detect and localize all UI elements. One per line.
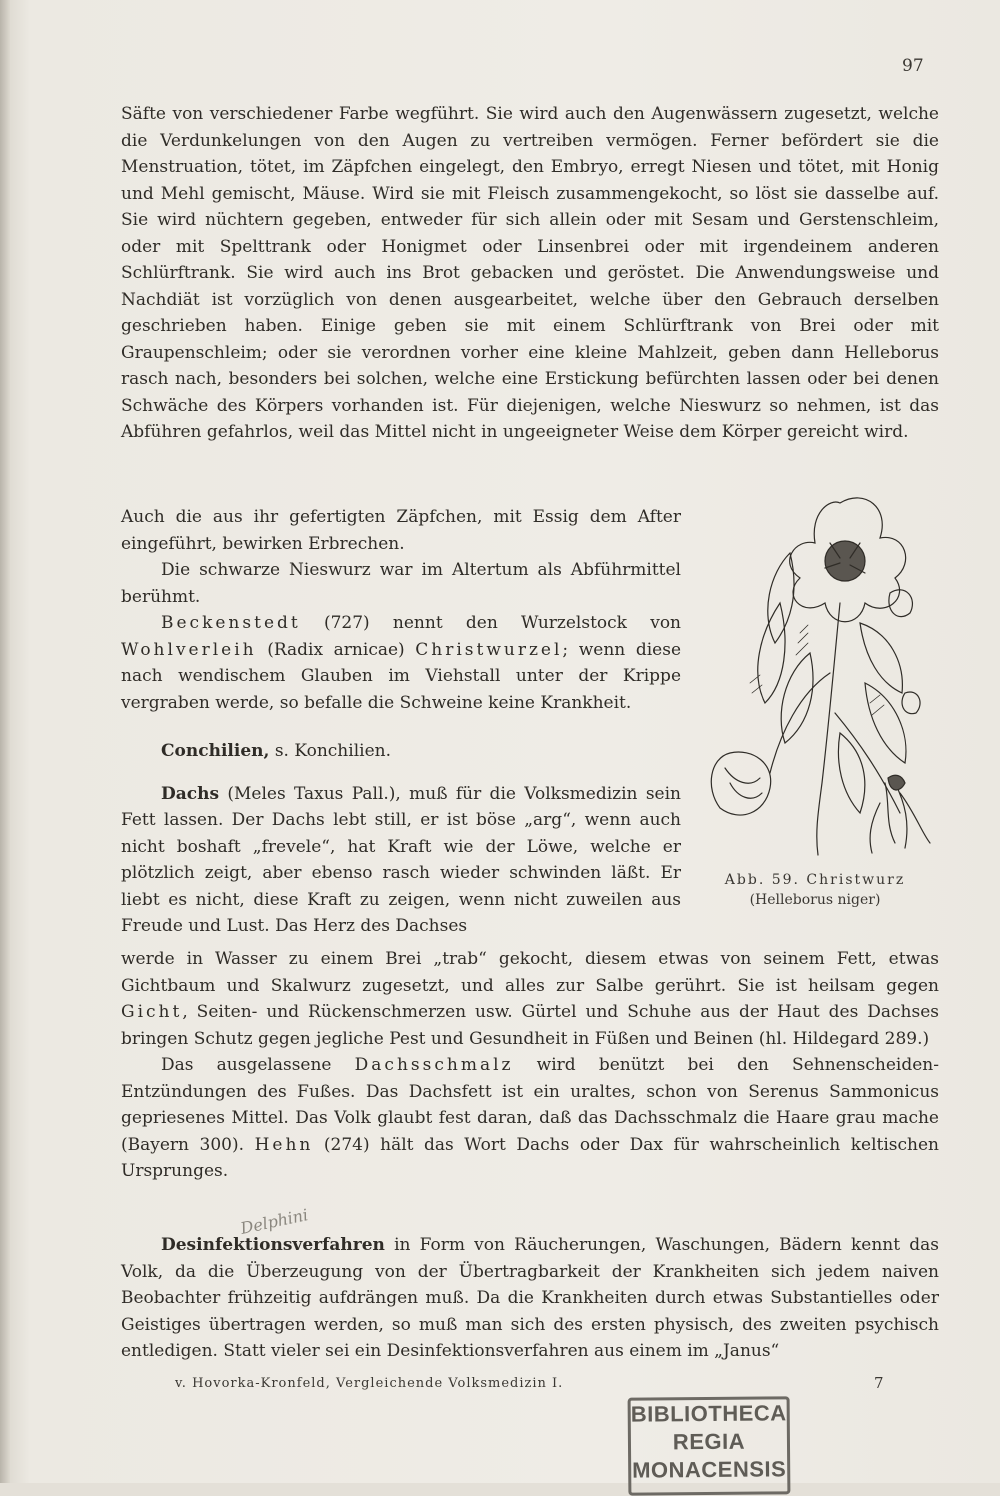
stem-left	[770, 673, 830, 773]
handwritten-annotation: Delphini	[238, 1205, 310, 1238]
term-dachsschmalz: Dachsschmalz	[354, 1055, 514, 1075]
headword-desinfektionsverfahren: Desinfektionsverfahren	[161, 1235, 385, 1255]
flower-nodding	[711, 752, 770, 815]
headword-dachs: Dachs	[161, 783, 220, 804]
library-stamp	[628, 1396, 791, 1495]
entry-dachs	[121, 781, 681, 940]
text-run: , Seiten- und Rückenschmerzen usw. Gürtel und Schuhe aus der Haut des Dachses bringen Schutz gegen jegliche Pest und Gesundheit in Füßen und Beinen (hl. Hildegard 289.)	[121, 1002, 939, 1049]
text-run: (Radix arnicae)	[256, 639, 416, 660]
entry-desinfektionsverfahren	[121, 1232, 939, 1365]
caption-latin-name: (Helleborus niger)	[749, 892, 881, 908]
caption-label: Abb. 59. Christwurz	[724, 872, 906, 888]
paragraph-christwurzel	[121, 610, 681, 716]
leaf-5	[865, 683, 906, 763]
stamp-line-2: REGIA	[672, 1428, 746, 1455]
body-text-top	[121, 101, 939, 446]
leaf-4	[860, 623, 902, 693]
cross-reference: s. Konchilien.	[269, 741, 391, 761]
text-run: in Form von Räucherungen, Waschungen, Bädern kennt das Volk, da die Überzeugung von der Übertragbarkeit der Krankheiten sich jedem naiven Beobachter frühzeitig aufdrängen muß. Da die Krankheiten durch etwas Substantielles oder Geistiges übertragen werden, so muß man sich des ersten physisch, des zweiten psychisch entledigen. Statt vieler sei ein Desinfektionsverfahren aus einem im „Janus“	[121, 1235, 939, 1361]
leaf-3	[781, 653, 813, 743]
page-spine-shadow	[0, 0, 10, 1483]
text-run: Das ausgelassene	[161, 1055, 355, 1075]
roots	[870, 775, 930, 853]
text-run: werde in Wasser zu einem Brei „trab“ gekocht, diesem etwas von seinem Fett, etwas Gichtbaum und Skalwurz zugesetzt, und alles zur Salbe gerührt. Sie ist heilsam gegen	[121, 949, 939, 996]
signature-footer: v. Hovorka-Kronfeld, Vergleichende Volksmedizin I.	[175, 1376, 564, 1391]
body-text-desinfektion	[121, 1232, 939, 1365]
paragraph-dachs-continued	[121, 946, 939, 1052]
text-run: wird benützt bei den Sehnenscheiden-Entzündungen des Fußes. Das Dachsfett ist ein uraltes, schon von Serenus Sammonicus gepriesenes Mittel. Das Volk glaubt fest daran, daß das Dachsschmalz die Haare grau mache (Bayern 300).	[121, 1055, 939, 1155]
text-run: (274) hält das Wort Dachs oder Dax für wahrscheinlich keltischen Ursprunges.	[121, 1134, 940, 1181]
paragraph-helleborus-usage: Säfte von verschiedener Farbe wegführt. Sie wird auch den Augenwässern zugesetzt, welche die Verdunkelungen von den Augen zu vertreiben vermögen. Ferner befördert sie die Menstruation, tötet, im Zäpfchen eingelegt, den Embryo, erregt Niesen und tötet, mit Honig und Mehl gemischt, Mäuse. Wird sie mit Fleisch zusammengekocht, so löst sie dasselbe auf. Sie wird nüchtern gegeben, entweder für sich allein oder mit Sesam und Gerstenschleim, oder mit Spelttrank oder Honigmet oder Linsenbrei oder mit irgendeinem anderen Schlürftrank. Sie wird auch ins Brot gebacken und geröstet. Die Anwendungsweise und Nachdiät ist vorzüglich von denen ausgearbeitet, welche über den Gebrauch derselben geschrieben haben. Einige geben sie mit einem Schlürftrank von Brei oder mit Graupenschleim; oder sie verordnen vorher eine kleine Mahlzeit, geben dann Helleborus rasch nach, besonders bei solchen, welche eine Erstickung befürchten lassen oder bei denen Schwäche des Körpers vorhanden ist. Für diejenigen, welche Nieswurz so nehmen, ist das Abführen gefahrlos, weil das Mittel nicht in ungeeigneter Weise dem Körper gereicht wird.	[121, 104, 939, 442]
term-wohlverleih: Wohlverleih	[121, 639, 257, 660]
body-text-left-column	[121, 504, 681, 716]
headword-conchilien: Conchilien,	[161, 741, 270, 761]
stamp-line-1: BIBLIOTHECA	[630, 1400, 787, 1427]
text-run: (Meles Taxus Pall.), muß für die Volksmedizin sein Fett lassen. Der Dachs lebt still, er ist böse „arg“, wenn auch nicht boshaft „frevele“, hat Kraft wie der Löwe, welche er plötzlich zeigt, aber ebenso rasch wieder schwinden läßt. Er liebt es nicht, diese Kraft zu zeigen, wenn nicht zuweilen aus Freude und Lust. Das Herz des Dachses	[121, 783, 681, 936]
stem-main	[817, 603, 840, 855]
author-hehn: Hehn	[254, 1134, 314, 1155]
text-run: (727) nennt den Wurzelstock von	[300, 613, 681, 633]
paragraph-dachsschmalz	[121, 1052, 939, 1185]
author-name: Beckenstedt	[161, 613, 301, 633]
stamp-line-3: MONACENSIS	[632, 1456, 787, 1483]
entry-conchilien	[121, 738, 681, 765]
figure-caption	[690, 870, 940, 910]
sheet-number: 7	[874, 1374, 884, 1392]
figure-christwurz-illustration	[690, 483, 940, 863]
leaf-2	[758, 603, 785, 703]
term-christwurzel: Christwurzel	[415, 639, 563, 660]
paragraph-suppositories: Auch die aus ihr gefertigten Zäpfchen, mit Essig dem After eingeführt, bewirken Erbrechen.	[121, 507, 681, 554]
body-text-dachs-column	[121, 738, 681, 940]
paragraph-black-nieswurz: Die schwarze Nieswurz war im Altertum als Abführmittel berühmt.	[121, 560, 681, 607]
text-run: ; wenn diese nach wendischem Glauben im Viehstall unter der Krippe vergraben werde, so befalle die Schweine keine Krankheit.	[121, 639, 681, 713]
body-text-dachs-continued	[121, 946, 939, 1185]
helleborus-drawing	[690, 483, 940, 863]
leaf-6	[838, 733, 864, 813]
page-number: 97	[902, 56, 924, 76]
stem-right	[835, 713, 900, 813]
term-gicht: Gicht	[121, 1002, 183, 1022]
